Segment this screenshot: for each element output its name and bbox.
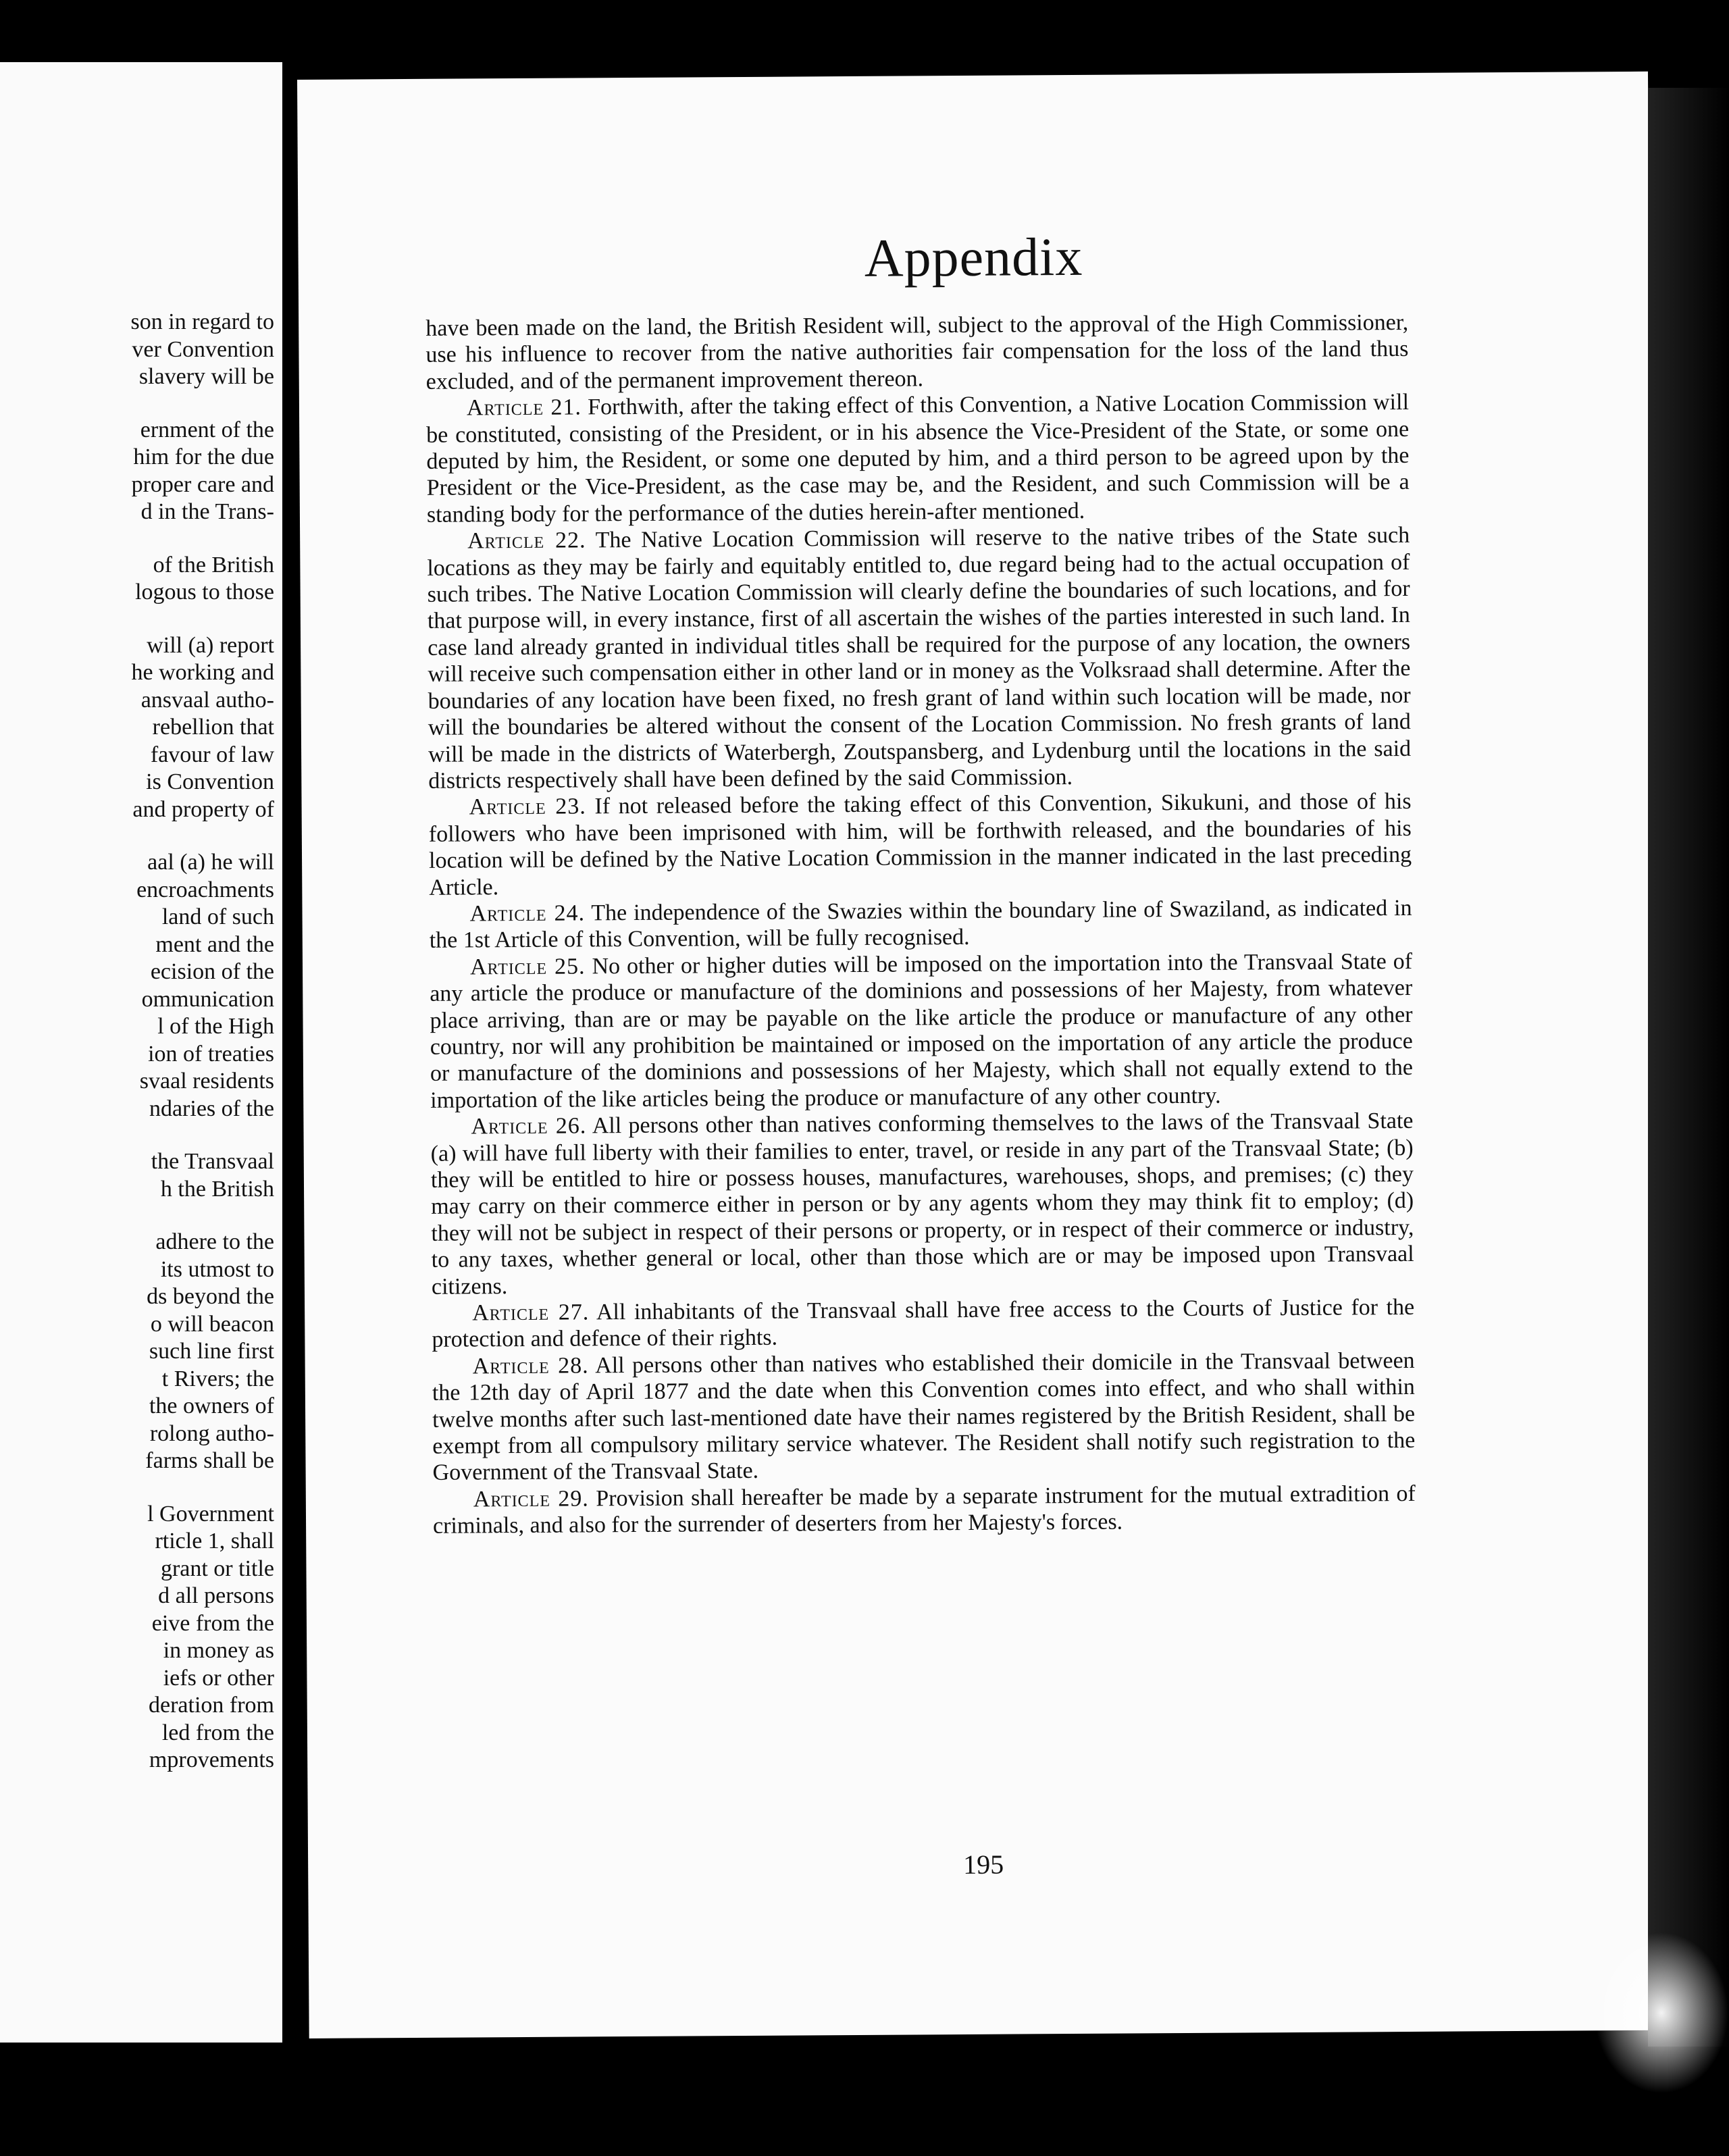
- left-page-line: eive from the: [151, 1610, 274, 1636]
- article-paragraph: [430, 1108, 1414, 1300]
- left-page-line: son in regard to: [130, 309, 274, 334]
- left-page-line: iefs or other: [163, 1665, 274, 1691]
- left-page-line: is Convention: [146, 769, 274, 794]
- left-page-line: and property of: [132, 796, 274, 822]
- left-page-line: rolong autho-: [149, 1420, 274, 1446]
- left-page-line: ndaries of the: [149, 1096, 274, 1121]
- article-text: The Native Location Commission will reserve to the native tribes of the State such locations as they may be fairly and equitably entitled to, due regard being had to the actual occupation of such tribes. The Native Location Commission will clearly define the boundaries of such locations, and for that purpose will, in every instance, first of all ascertain the wishes of the parties interested in such land. In case land already granted in individual titles shall be required for the purpose of any location, the owners will receive such compensation either in other land or in money as the Volksraad shall determine. After the boundaries of any location have been fixed, no fresh grant of land within such location will be made, nor will the boundaries be altered without the consent of the Location Commission. No fresh grants of land will be made in the districts of Waterbergh, Zoutspansberg, and Lydenburg until the locations in the said districts respectively shall have been defined by the said Commission.: [427, 523, 1412, 794]
- left-page-line: favour of law: [150, 742, 274, 767]
- article-paragraph: [430, 948, 1413, 1114]
- left-page-line: l of the High: [157, 1014, 274, 1039]
- left-page-line: grant or title: [160, 1556, 274, 1581]
- article-text: Forthwith, after the taking effect of this Convention, a Native Location Commission will be constituted, consisting of the President, or in his absence the Vice-President of the State, or some one deputed by him, the Resident, or some one deputed by him, and a third person to be agreed upon by the President or the Vice-President, as the case may be, and the Resident, and such Commission will be a standing body for the performance of the duties herein-after mentioned.: [426, 390, 1410, 528]
- left-page-line: its utmost to: [160, 1256, 274, 1282]
- left-page-line: o will beacon: [150, 1311, 274, 1337]
- light-glare: [1594, 1932, 1729, 2094]
- left-page-line: ver Convention: [132, 336, 274, 362]
- article-label: Article 22.: [467, 528, 586, 554]
- article-paragraph: [432, 1348, 1416, 1487]
- left-page-line: l Government: [147, 1501, 274, 1526]
- article-paragraph: [427, 522, 1411, 794]
- left-page-line: h the British: [160, 1176, 274, 1202]
- article-paragraph: [428, 788, 1412, 901]
- left-page-line: rticle 1, shall: [155, 1529, 274, 1554]
- left-page-line: him for the due: [133, 444, 274, 469]
- article-label: Article 24.: [469, 900, 586, 927]
- left-page-line: he working and: [131, 660, 274, 685]
- article-text: If not released before the taking effect of this Convention, Sikukuni, and those of his followers who have been imprisoned with him, will be forthwith released, and the boundaries of his location will be defined by the Native Location Commission in the manner indicated in the last preceding Article.: [428, 789, 1412, 900]
- article-text: No other or higher duties will be imposed on the importation into the Transvaal State of any article the produce or manufacture of the dominions and possessions of her Majesty, from whatever place arriving, than are or may be payable on the like article the produce or manufacture of any other country, nor will any prohibition be maintained or imposed on the importation of any article the produce or manufacture of the dominions and possessions of her Majesty, which shall not equally extend to the importation of the like articles being the produce or manufacture of any other country.: [430, 948, 1414, 1113]
- article-paragraph: [429, 895, 1412, 954]
- page-title: Appendix: [864, 227, 1083, 288]
- article-text: All persons other than natives who established their domicile in the Transvaal between the 12th day of April 1877 and the date when this Convention comes into effect, and who shall within twelve months after such last-mentioned date have their names registered by the British Resident, shall be exempt from all compulsory military service whatever. The Resident shall notify such registration to the Government of the Transvaal State.: [432, 1348, 1416, 1486]
- left-page-line: of the British: [153, 552, 274, 578]
- right-page: [297, 72, 1660, 2038]
- left-page-line: encroachments: [136, 877, 274, 902]
- left-page-line: logous to those: [135, 580, 274, 605]
- article-text: Provision shall hereafter be made by a separate instrument for the mutual extradition of criminals, and also for the surrender of deserters from her Majesty's forces.: [432, 1481, 1416, 1539]
- article-label: Article 27.: [472, 1300, 590, 1326]
- body-text: [425, 309, 1416, 1540]
- left-page-line: deration from: [149, 1693, 274, 1718]
- background-shadow: [1648, 88, 1729, 2047]
- left-page-line: farms shall be: [145, 1448, 274, 1473]
- left-page-line: the owners of: [149, 1393, 274, 1418]
- left-page-line: ansvaal autho-: [140, 687, 274, 713]
- article-paragraph: [433, 1481, 1416, 1540]
- left-page-line: ecision of the: [150, 959, 274, 984]
- article-paragraph: [426, 389, 1410, 528]
- left-page-line: ds beyond the: [147, 1284, 274, 1309]
- left-page-line: d all persons: [158, 1583, 274, 1608]
- articles: [426, 389, 1416, 1539]
- left-page-line: adhere to the: [155, 1229, 274, 1254]
- left-page-line: aal (a) he will: [147, 850, 274, 875]
- article-label: Article 21.: [466, 394, 582, 421]
- left-page-line: will (a) report: [147, 632, 274, 658]
- left-page-line: svaal residents: [139, 1069, 274, 1094]
- article-text: The independence of the Swazies within the boundary line of Swaziland, as indicated in the 1st Article of this Convention, will be fully recognised.: [429, 895, 1412, 954]
- left-page-line: land of such: [161, 904, 274, 929]
- left-page-line: in money as: [163, 1638, 274, 1663]
- article-label: Article 23.: [469, 794, 586, 820]
- left-page-line: ernment of the: [140, 417, 274, 442]
- article-label: Article 26.: [471, 1113, 587, 1139]
- left-page-line: slavery will be: [138, 364, 274, 389]
- left-page-line: led from the: [161, 1720, 274, 1745]
- left-page-line: the Transvaal: [151, 1149, 274, 1174]
- left-page-line: d in the Trans-: [140, 499, 274, 524]
- left-page-line: ion of treaties: [148, 1041, 274, 1067]
- left-page-line: proper care and: [131, 471, 274, 497]
- article-label: Article 29.: [473, 1486, 589, 1512]
- left-page-line: mprovements: [149, 1747, 274, 1772]
- left-page-line: such line first: [149, 1339, 274, 1364]
- left-page-line: t Rivers; the: [161, 1366, 274, 1391]
- article-text: All inhabitants of the Transvaal shall have free access to the Courts of Justice for the protection and defence of their rights.: [432, 1294, 1415, 1353]
- article-paragraph: [432, 1294, 1414, 1354]
- article-label: Article 25.: [469, 954, 586, 980]
- opening-paragraph: have been made on the land, the British Resident will, subject to the approval of the High Commissioner, use his influence to recover from the native authorities fair compensation for the loss of the land thus excluded, and of the permanent improvement thereon.: [425, 309, 1409, 394]
- left-page-line: rebellion that: [152, 715, 274, 740]
- page-number: 195: [963, 1849, 1004, 1880]
- article-label: Article 28.: [472, 1353, 589, 1379]
- left-page: [0, 62, 282, 2043]
- left-page-line: ommunication: [141, 986, 274, 1012]
- left-page-line: ment and the: [155, 931, 274, 957]
- article-text: All persons other than natives conforming themselves to the laws of the Transvaal State (a) will have full liberty with their families to enter, travel, or reside in any part of the Transvaal State; (b) they will be entitled to hire or possess houses, manufactures, warehouses, shops, and premises; (c) they may carry on their commerce either in person or by any agents whom they may think fit to employ; (d) they will not be subject in respect of their persons or property, or in respect of their commerce or industry, to any taxes, whether general or local, other than those which are or may be imposed upon Transvaal citizens.: [430, 1108, 1414, 1300]
